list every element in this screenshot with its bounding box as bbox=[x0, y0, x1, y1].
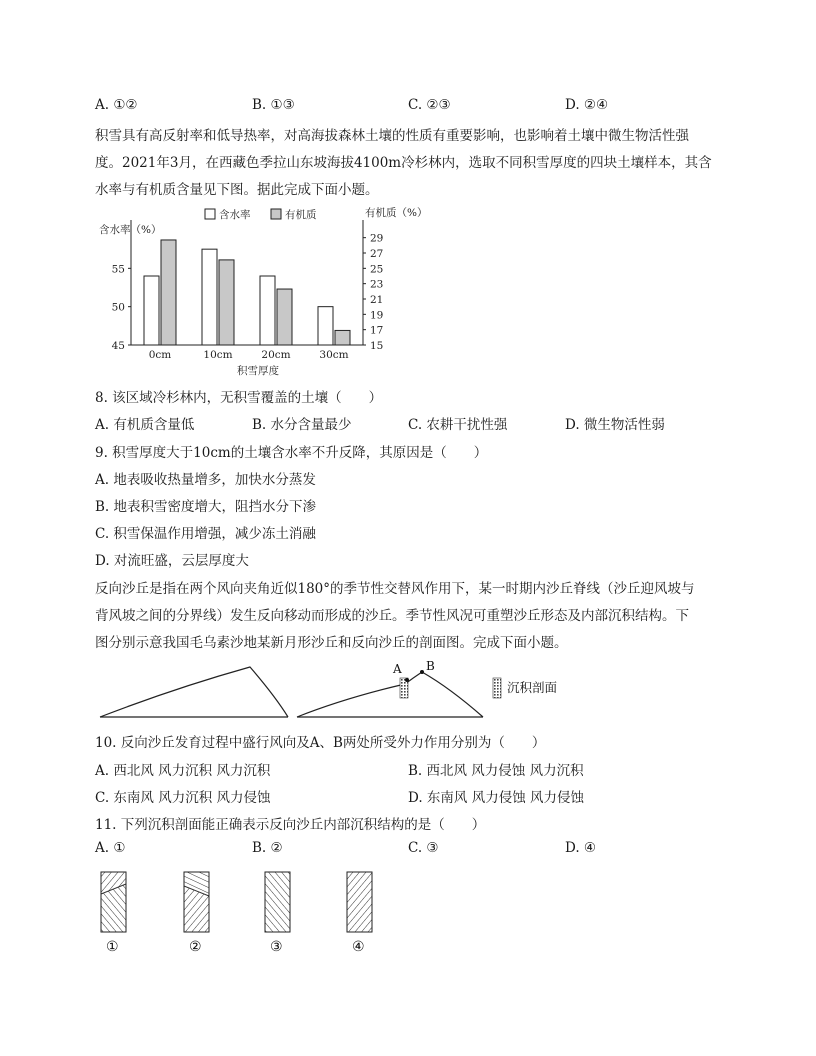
right-tick-label-2: 19 bbox=[370, 309, 384, 322]
passage1-line-2: 度。2021年3月，在西藏色季拉山东坡海拔4100m冷杉林内，选取不同积雪厚度的四块土壤样本，其含 bbox=[95, 155, 712, 171]
bar-water-2 bbox=[260, 276, 275, 345]
point-b-label: B bbox=[426, 659, 435, 673]
sediment-column-2 bbox=[184, 872, 209, 932]
legend-deposit-label: 沉积剖面 bbox=[507, 680, 558, 695]
bar-organic-1 bbox=[219, 260, 234, 345]
right-tick-label-3: 21 bbox=[370, 294, 384, 306]
q8-stem: 8. 该区域冷杉林内，无积雪覆盖的土壤（ ） bbox=[95, 390, 383, 406]
q7-option-a: A. ①② bbox=[95, 97, 138, 113]
q10-option-c: C. 东南风 风力沉积 风力侵蚀 bbox=[95, 790, 271, 806]
bar-water-1 bbox=[202, 249, 217, 345]
legend-label-water: 含水率 bbox=[219, 209, 251, 221]
q11-option-a: A. ① bbox=[95, 840, 126, 856]
passage1-line-3: 水率与有机质含量见下图。据此完成下面小题。 bbox=[95, 182, 379, 198]
q11-option-d: D. ④ bbox=[565, 840, 597, 856]
q9-stem: 9. 积雪厚度大于10cm的土壤含水率不升反降，其原因是（ ） bbox=[95, 445, 488, 461]
q11-option-b: B. ② bbox=[252, 840, 283, 856]
q8-option-c: C. 农耕干扰性强 bbox=[408, 417, 508, 433]
q9-option-d: D. 对流旺盛，云层厚度大 bbox=[95, 553, 249, 569]
left-tick-label-2: 55 bbox=[111, 263, 125, 276]
right-tick-label-7: 29 bbox=[370, 232, 384, 245]
q8-option-d: D. 微生物活性弱 bbox=[565, 417, 665, 433]
column-label-1: ① bbox=[106, 939, 119, 955]
sediment-column-3 bbox=[265, 872, 290, 932]
q11-option-c: C. ③ bbox=[408, 840, 439, 856]
q11-stem: 11. 下列沉积剖面能正确表示反向沙丘内部沉积结构的是（ ） bbox=[95, 817, 486, 833]
q8-option-a: A. 有机质含量低 bbox=[95, 417, 195, 433]
bar-water-3 bbox=[318, 307, 333, 345]
bar-organic-2 bbox=[277, 289, 292, 345]
point-a-marker bbox=[405, 678, 409, 682]
left-tick-label-0: 45 bbox=[111, 340, 125, 352]
passage2-line-1: 反向沙丘是指在两个风向夹角近似180°的季节性交替风作用下，某一时期内沙丘脊线（沙丘迎风坡与 bbox=[95, 581, 695, 597]
category-label-0: 0cm bbox=[148, 349, 172, 361]
column-label-4: ④ bbox=[352, 939, 365, 955]
passage2-line-3: 图分别示意我国毛乌素沙地某新月形沙丘和反向沙丘的剖面图。完成下面小题。 bbox=[95, 635, 568, 651]
right-axis-title: 有机质（%） bbox=[365, 207, 428, 219]
right-tick-label-0: 15 bbox=[370, 340, 384, 352]
soil-chart bbox=[95, 200, 435, 380]
crescent-dune-profile bbox=[100, 667, 288, 717]
right-tick-label-4: 23 bbox=[370, 278, 384, 291]
q7-option-b: B. ①③ bbox=[252, 97, 295, 113]
right-tick-label-6: 27 bbox=[370, 248, 384, 260]
right-tick-label-1: 17 bbox=[370, 324, 384, 337]
passage1-line-1: 积雪具有高反射率和低导热率，对高海拔森林土壤的性质有重要影响，也影响着土壤中微生物活性强 bbox=[95, 128, 689, 144]
q9-option-c: C. 积雪保温作用增强，减少冻土消融 bbox=[95, 526, 316, 542]
sediment-column-1 bbox=[101, 872, 126, 932]
q10-option-b: B. 西北风 风力侵蚀 风力沉积 bbox=[408, 763, 584, 779]
column-label-3: ③ bbox=[270, 939, 283, 955]
legend-deposit-swatch bbox=[493, 678, 501, 698]
legend-swatch-organic bbox=[271, 209, 281, 219]
left-tick-label-1: 50 bbox=[111, 301, 125, 314]
left-axis-title: 含水率（%） bbox=[99, 224, 162, 236]
q10-stem: 10. 反向沙丘发育过程中盛行风向及A、B两处所受外力作用分别为（ ） bbox=[95, 735, 546, 751]
legend-label-organic: 有机质 bbox=[285, 209, 317, 221]
q9-option-a: A. 地表吸收热量增多，加快水分蒸发 bbox=[95, 472, 316, 488]
sediment-column-4 bbox=[347, 872, 372, 932]
x-axis-title: 积雪厚度 bbox=[237, 365, 279, 377]
bar-organic-0 bbox=[161, 240, 176, 345]
point-a-label: A bbox=[393, 662, 402, 676]
passage2-line-2: 背风坡之间的分界线）发生反向移动而形成的沙丘。季节性风况可重塑沙丘形态及内部沉积结构。下 bbox=[95, 608, 689, 624]
right-tick-label-5: 25 bbox=[370, 263, 384, 276]
point-b-marker bbox=[420, 670, 424, 674]
legend-swatch-water bbox=[205, 209, 215, 219]
q7-option-c: C. ②③ bbox=[408, 97, 451, 113]
bar-organic-3 bbox=[335, 330, 350, 345]
category-label-3: 30cm bbox=[319, 349, 349, 361]
dune-figure bbox=[95, 658, 595, 722]
q7-option-d: D. ②④ bbox=[565, 97, 609, 113]
category-label-1: 10cm bbox=[203, 349, 233, 361]
q10-option-a: A. 西北风 风力沉积 风力沉积 bbox=[95, 763, 271, 779]
q10-option-d: D. 东南风 风力侵蚀 风力侵蚀 bbox=[408, 790, 585, 806]
column-label-2: ② bbox=[189, 939, 202, 955]
reverse-dune-profile bbox=[297, 672, 483, 717]
sediment-columns-figure bbox=[95, 868, 395, 958]
category-label-2: 20cm bbox=[261, 349, 291, 361]
q8-option-b: B. 水分含量最少 bbox=[252, 417, 352, 433]
q9-option-b: B. 地表积雪密度增大，阻挡水分下渗 bbox=[95, 499, 317, 515]
bar-water-0 bbox=[144, 276, 159, 345]
